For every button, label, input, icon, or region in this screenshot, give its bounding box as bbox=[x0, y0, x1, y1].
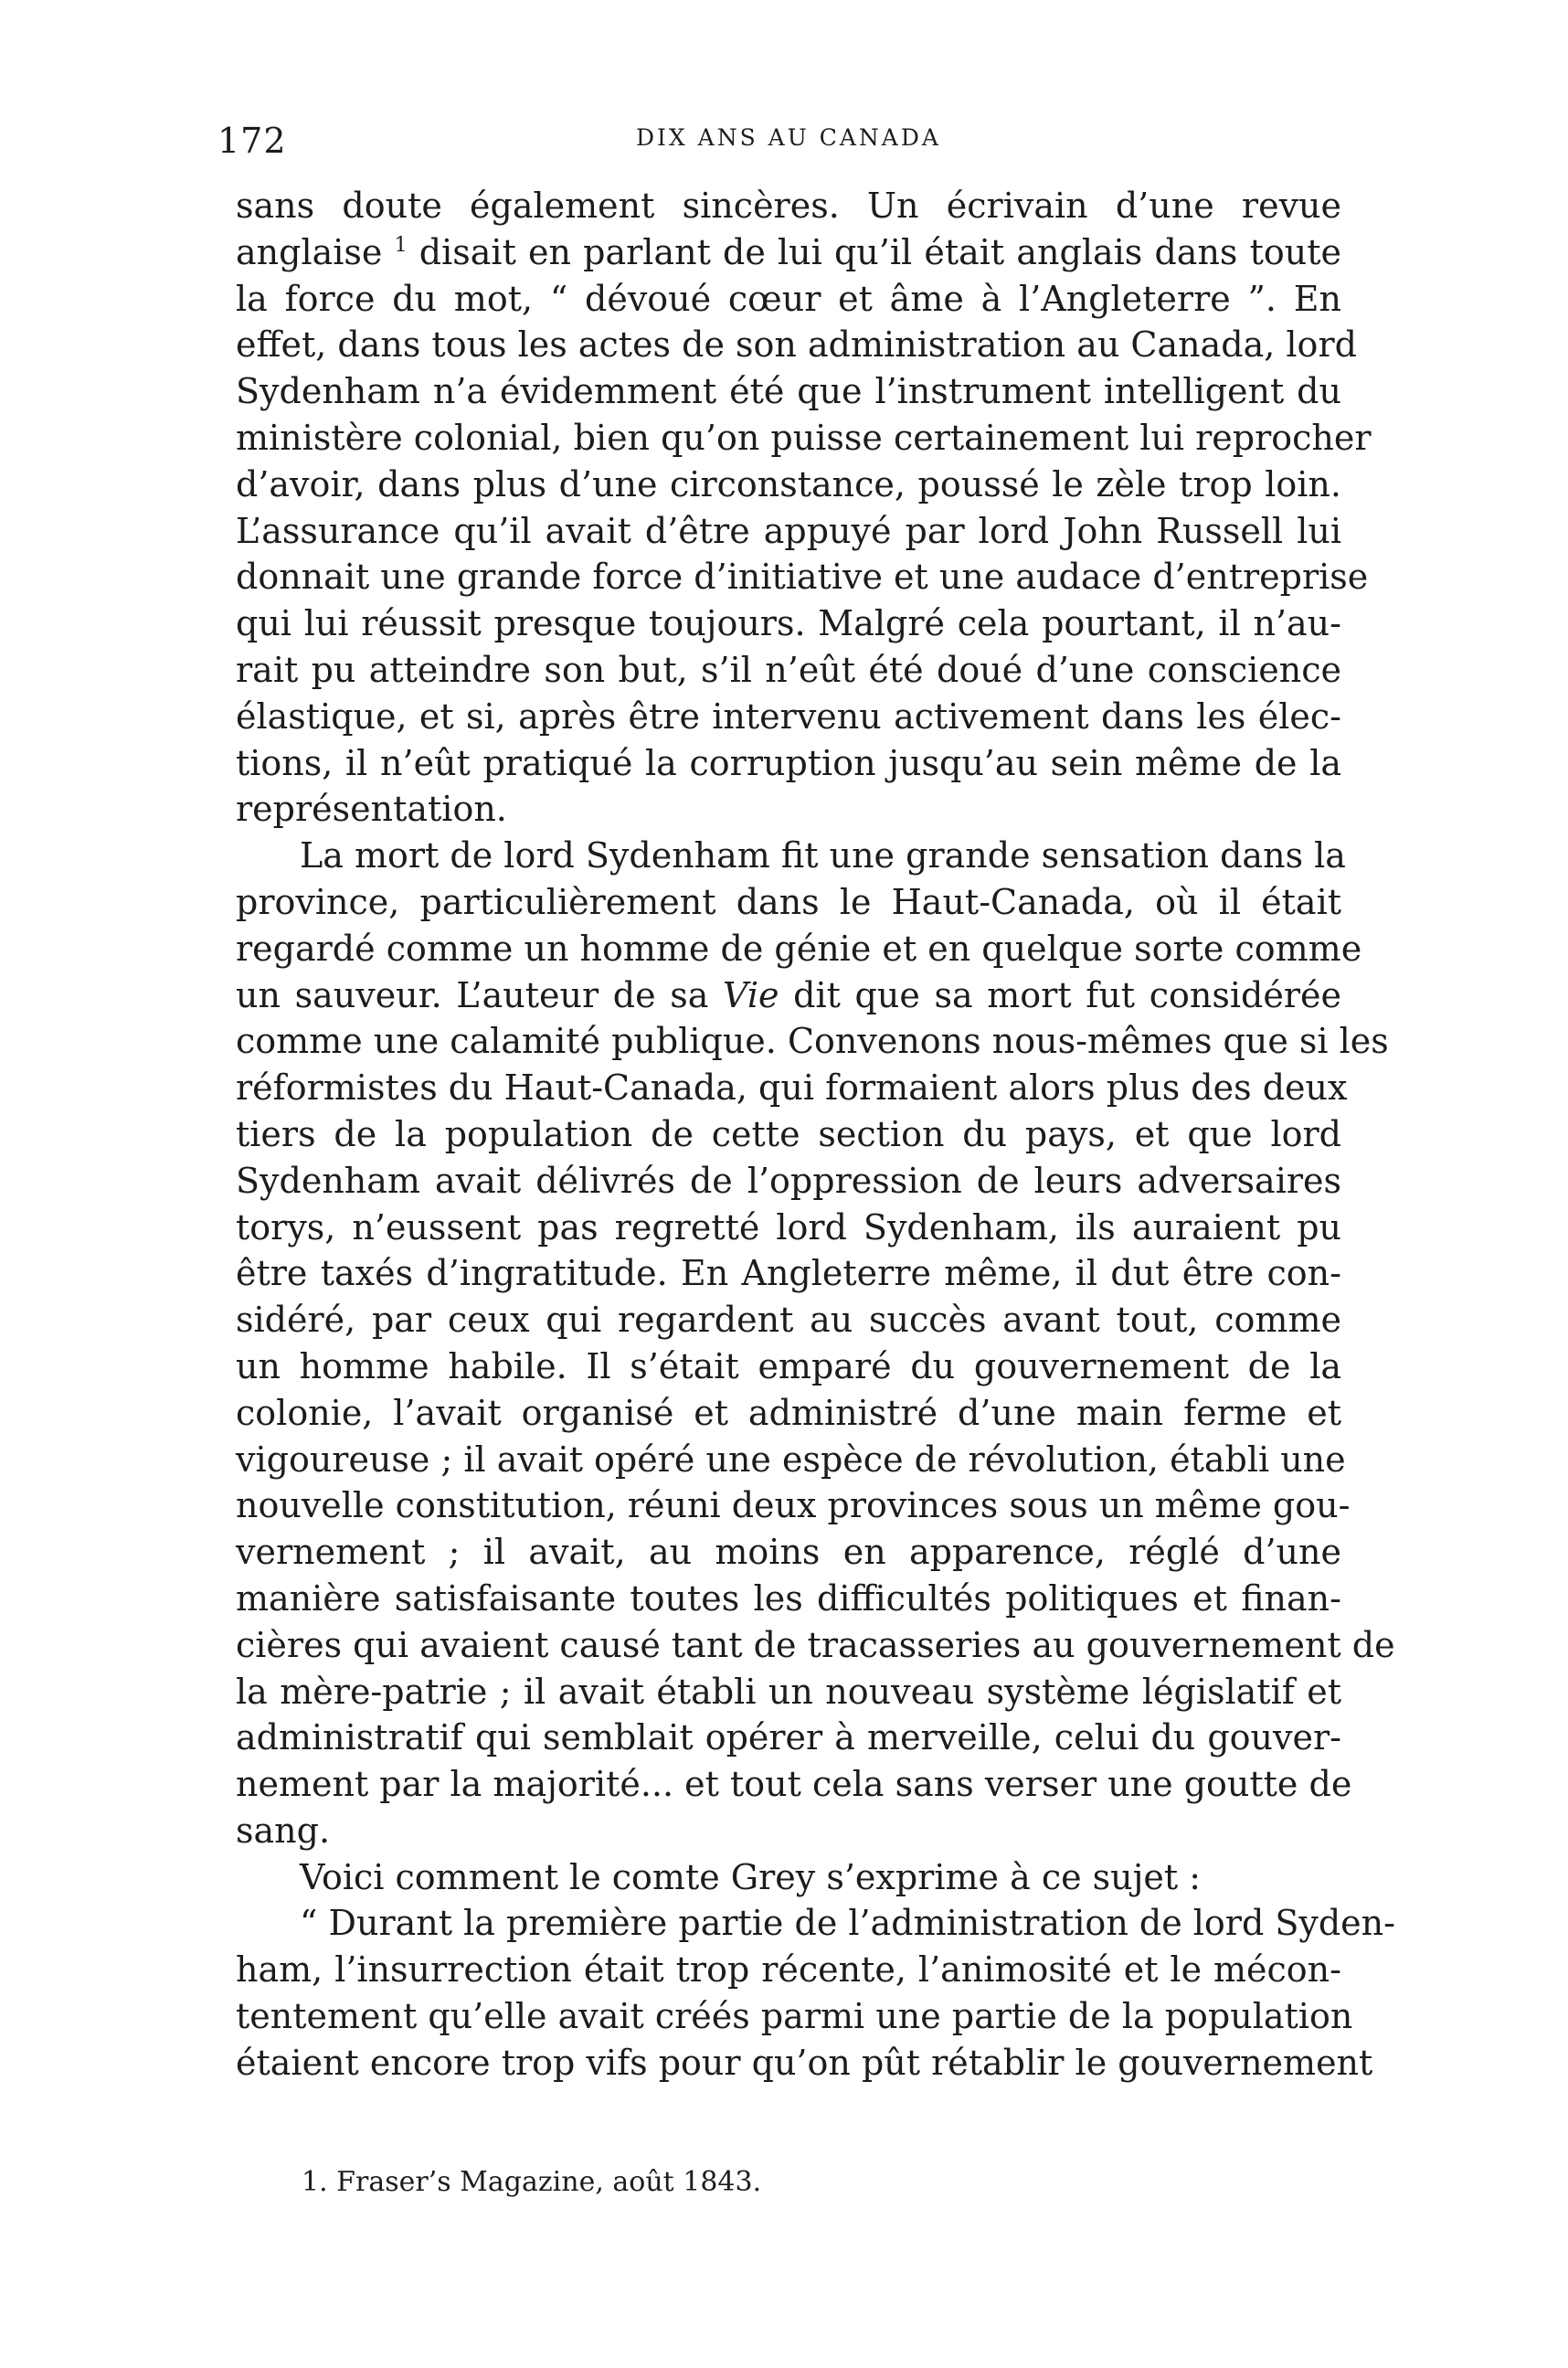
text-line: La mort de lord Sydenham fit une grande sensation dans la bbox=[300, 835, 1346, 876]
text-line: donnait une grande force d’initiative et une audace d’entreprise bbox=[236, 557, 1369, 598]
text-line: cières qui avaient causé tant de tracasseries au gouvernement de bbox=[236, 1624, 1395, 1665]
text-line: Voici comment le comte Grey s’exprime à ce sujet : bbox=[300, 1856, 1202, 1897]
text-fragment: un sauveur. L’auteur de sa bbox=[236, 974, 709, 1015]
text-line: étaient encore trop vifs pour qu’on pût rétablir le gouvernement bbox=[236, 2042, 1373, 2083]
text-line: L’assurance qu’il avait d’être appuyé par lord John Russell lui bbox=[236, 510, 1341, 551]
text-line: vigoureuse ; il avait opéré une espèce de révolution, établi une bbox=[236, 1439, 1346, 1480]
running-title: DIX ANS AU CANADA bbox=[636, 124, 941, 151]
page-number: 172 bbox=[217, 121, 287, 161]
text-line: manière satisfaisante toutes les difficultés politiques et finan- bbox=[236, 1577, 1341, 1619]
text-line: comme une calamité publique. Convenons nous-mêmes que si les bbox=[236, 1021, 1389, 1062]
text-line: Sydenham avait délivrés de l’oppression de leurs adversaires bbox=[236, 1160, 1341, 1201]
text-line: tions, il n’eût pratiqué la corruption jusqu’au sein même de la bbox=[236, 742, 1341, 783]
text-line: d’avoir, dans plus d’une circonstance, poussé le zèle trop loin. bbox=[236, 463, 1341, 504]
text-line: élastique, et si, après être intervenu activement dans les élec- bbox=[236, 696, 1341, 737]
text-line bbox=[236, 229, 1341, 276]
text-line: torys, n’eussent pas regretté lord Sydenham, ils auraient pu bbox=[236, 1206, 1341, 1248]
text-line: colonie, l’avait organisé et administré d’une main ferme et bbox=[236, 1392, 1341, 1433]
text-line: tentement qu’elle avait créés parmi une partie de la population bbox=[236, 1996, 1353, 2037]
text-line: réformistes du Haut-Canada, qui formaient alors plus des deux bbox=[236, 1067, 1348, 1109]
text-line: la force du mot, “ dévoué cœur et âme à l’Angleterre ”. En bbox=[236, 278, 1341, 319]
footnote: 1. Fraser’s Magazine, août 1843. bbox=[302, 2166, 762, 2198]
text-line: représentation. bbox=[236, 789, 507, 830]
text-line: qui lui réussit presque toujours. Malgré cela pourtant, il n’au- bbox=[236, 603, 1341, 644]
text-line: tiers de la population de cette section du pays, et que lord bbox=[236, 1113, 1341, 1154]
text-line: nement par la majorité... et tout cela sans verser une goutte de bbox=[236, 1764, 1352, 1805]
text-line: sidéré, par ceux qui regardent au succès avant tout, comme bbox=[236, 1300, 1341, 1341]
italic-title: Vie bbox=[723, 974, 779, 1015]
text-line: regardé comme un homme de génie et en quelque sorte comme bbox=[236, 928, 1362, 969]
text-line: effet, dans tous les actes de son administration au Canada, lord bbox=[236, 324, 1357, 366]
text-line bbox=[236, 972, 1341, 1019]
text-line: rait pu atteindre son but, s’il n’eût été doué d’une conscience bbox=[236, 649, 1341, 690]
text-line: sans doute également sincères. Un écrivain d’une revue bbox=[236, 186, 1341, 226]
text-fragment: dit que sa mort fut considérée bbox=[793, 974, 1341, 1015]
text-line: ministère colonial, bien qu’on puisse certainement lui reprocher bbox=[236, 417, 1372, 458]
text-line: la mère-patrie ; il avait établi un nouveau système législatif et bbox=[236, 1671, 1341, 1712]
page-header bbox=[217, 121, 1360, 165]
text-line: Sydenham n’a évidemment été que l’instrument intelligent du bbox=[236, 371, 1341, 412]
text-line: un homme habile. Il s’était emparé du gouvernement de la bbox=[236, 1345, 1341, 1386]
text-line: vernement ; il avait, au moins en apparence, réglé d’une bbox=[236, 1532, 1341, 1573]
text-fragment: disait en parlant de lui qu’il était anglais dans toute bbox=[418, 231, 1341, 272]
text-line: nouvelle constitution, réuni deux provinces sous un même gou- bbox=[236, 1485, 1351, 1526]
footnote-marker: 1 bbox=[394, 233, 408, 257]
text-line: sang. bbox=[236, 1810, 331, 1851]
text-line: être taxés d’ingratitude. En Angleterre même, il dut être con- bbox=[236, 1253, 1341, 1294]
text-line: “ Durant la première partie de l’administration de lord Syden- bbox=[300, 1903, 1395, 1944]
body-text bbox=[236, 183, 1395, 2087]
text-line: administratif qui semblait opérer à merveille, celui du gouver- bbox=[236, 1717, 1341, 1758]
text-line: ham, l’insurrection était trop récente, l’animosité et le mécon- bbox=[236, 1949, 1341, 1991]
text-line: province, particulièrement dans le Haut-Canada, où il était bbox=[236, 881, 1341, 922]
text-fragment: anglaise bbox=[236, 231, 383, 272]
